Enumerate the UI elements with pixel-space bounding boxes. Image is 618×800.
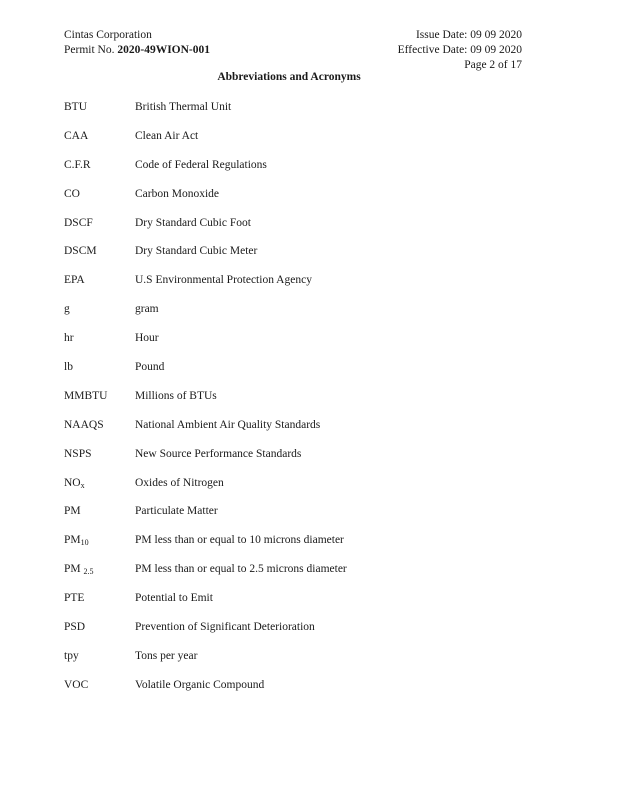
- abbreviation-row: [64, 476, 564, 505]
- abbreviation-row: [64, 620, 564, 649]
- abbreviation-row: [64, 187, 564, 216]
- abbreviation-definition: Oxides of Nitrogen: [135, 476, 224, 489]
- abbreviation-term-text: CAA: [64, 129, 89, 142]
- abbreviation-term: [64, 331, 135, 346]
- abbreviation-row: [64, 216, 564, 245]
- abbreviation-row: [64, 418, 564, 447]
- abbreviation-row: [64, 302, 564, 331]
- permit-number: 2020-49WION-001: [117, 44, 210, 56]
- abbreviation-definition: Code of Federal Regulations: [135, 158, 267, 171]
- abbreviation-definition: Carbon Monoxide: [135, 187, 220, 200]
- abbreviation-row: [64, 360, 564, 389]
- abbreviation-term: [64, 244, 135, 259]
- abbreviation-row: [64, 562, 564, 591]
- company-name: Cintas Corporation: [64, 29, 152, 41]
- abbreviation-term: [64, 591, 135, 606]
- abbreviation-term-text: lb: [64, 361, 73, 374]
- abbreviation-definition: Tons per year: [135, 649, 198, 662]
- abbreviation-term: [64, 533, 135, 550]
- abbreviation-definition: Clean Air Act: [135, 129, 199, 142]
- abbreviation-row: [64, 591, 564, 620]
- header-left: [64, 28, 210, 58]
- abbreviation-definition: Dry Standard Cubic Meter: [135, 245, 258, 258]
- abbreviation-term-text: PM: [64, 505, 81, 518]
- abbreviation-definition: National Ambient Air Quality Standards: [135, 418, 321, 431]
- abbreviation-term: [64, 649, 135, 664]
- abbreviation-term: [64, 158, 135, 173]
- abbreviation-term-text: VOC: [64, 678, 89, 691]
- abbreviation-term-text: g: [64, 303, 70, 316]
- abbreviation-row: [64, 504, 564, 533]
- abbreviation-definition: Prevention of Significant Deterioration: [135, 621, 315, 634]
- abbreviation-row: [64, 100, 564, 129]
- issue-date: Issue Date: 09 09 2020: [415, 29, 522, 41]
- abbreviation-term: [64, 504, 135, 519]
- abbreviation-definition: Millions of BTUs: [135, 389, 217, 402]
- abbreviation-definition: New Source Performance Standards: [135, 447, 302, 460]
- abbreviation-term-text: EPA: [64, 274, 85, 287]
- page-number: Page 2 of 17: [464, 59, 522, 71]
- abbreviation-definition: gram: [135, 303, 159, 316]
- section-title: Abbreviations and Acronyms: [217, 71, 361, 83]
- abbreviation-term: [64, 273, 135, 288]
- abbreviation-definition: U.S Environmental Protection Agency: [135, 274, 312, 287]
- abbreviation-term-text: PTE: [64, 592, 85, 605]
- abbreviation-row: [64, 649, 564, 678]
- abbreviation-term-text: CO: [64, 187, 80, 200]
- abbreviation-row: [64, 244, 564, 273]
- abbreviation-definition: Hour: [135, 332, 159, 345]
- abbreviation-list: [64, 100, 564, 707]
- abbreviation-term: [64, 476, 135, 493]
- abbreviation-term: [64, 620, 135, 635]
- abbreviation-subscript: 10: [80, 538, 89, 548]
- effective-date: Effective Date: 09 09 2020: [397, 44, 522, 56]
- header-right: [398, 28, 522, 73]
- abbreviation-row: [64, 389, 564, 418]
- abbreviation-subscript: x: [80, 480, 85, 490]
- abbreviation-term: [64, 216, 135, 231]
- abbreviation-term: [64, 100, 135, 115]
- abbreviation-term-text: C.F.R: [64, 158, 91, 171]
- abbreviation-definition: PM less than or equal to 10 microns diameter: [135, 534, 344, 547]
- abbreviation-term-text: DSCF: [64, 216, 93, 229]
- abbreviation-definition: Volatile Organic Compound: [135, 678, 265, 691]
- abbreviation-term-text: DSCM: [64, 245, 97, 258]
- abbreviation-term-text: hr: [64, 332, 74, 345]
- abbreviation-subscript: 2.5: [83, 567, 94, 577]
- abbreviation-term-text: NSPS: [64, 447, 92, 460]
- abbreviation-definition: Potential to Emit: [135, 592, 213, 605]
- abbreviation-row: [64, 331, 564, 360]
- abbreviation-row: [64, 678, 564, 707]
- abbreviation-definition: Particulate Matter: [135, 505, 218, 518]
- abbreviation-term: [64, 302, 135, 317]
- abbreviation-term-text: PM: [64, 534, 81, 547]
- permit-label: Permit No.: [64, 44, 118, 56]
- permit-line: [64, 43, 210, 58]
- abbreviation-definition: Pound: [135, 361, 165, 374]
- abbreviation-row: [64, 533, 564, 562]
- abbreviation-term-text: NO: [64, 476, 81, 489]
- abbreviation-term: [64, 129, 135, 144]
- abbreviation-row: [64, 158, 564, 187]
- abbreviation-term: [64, 562, 135, 579]
- abbreviation-term: [64, 418, 135, 433]
- abbreviation-term-text: PSD: [64, 621, 86, 634]
- abbreviation-definition: British Thermal Unit: [135, 101, 232, 113]
- abbreviation-term-text: BTU: [64, 101, 87, 113]
- abbreviation-term-text: MMBTU: [64, 389, 108, 402]
- abbreviation-row: [64, 273, 564, 302]
- abbreviation-term: [64, 447, 135, 462]
- abbreviation-term-text: NAAQS: [64, 418, 104, 431]
- abbreviation-row: [64, 129, 564, 158]
- abbreviation-term-text: tpy: [64, 649, 79, 662]
- abbreviation-row: [64, 447, 564, 476]
- abbreviation-definition: PM less than or equal to 2.5 microns diameter: [135, 563, 347, 576]
- abbreviation-term: [64, 389, 135, 404]
- abbreviation-term: [64, 360, 135, 375]
- abbreviation-term: [64, 678, 135, 693]
- abbreviation-term-text: PM: [64, 563, 84, 576]
- abbreviation-term: [64, 187, 135, 202]
- abbreviation-definition: Dry Standard Cubic Foot: [135, 216, 251, 229]
